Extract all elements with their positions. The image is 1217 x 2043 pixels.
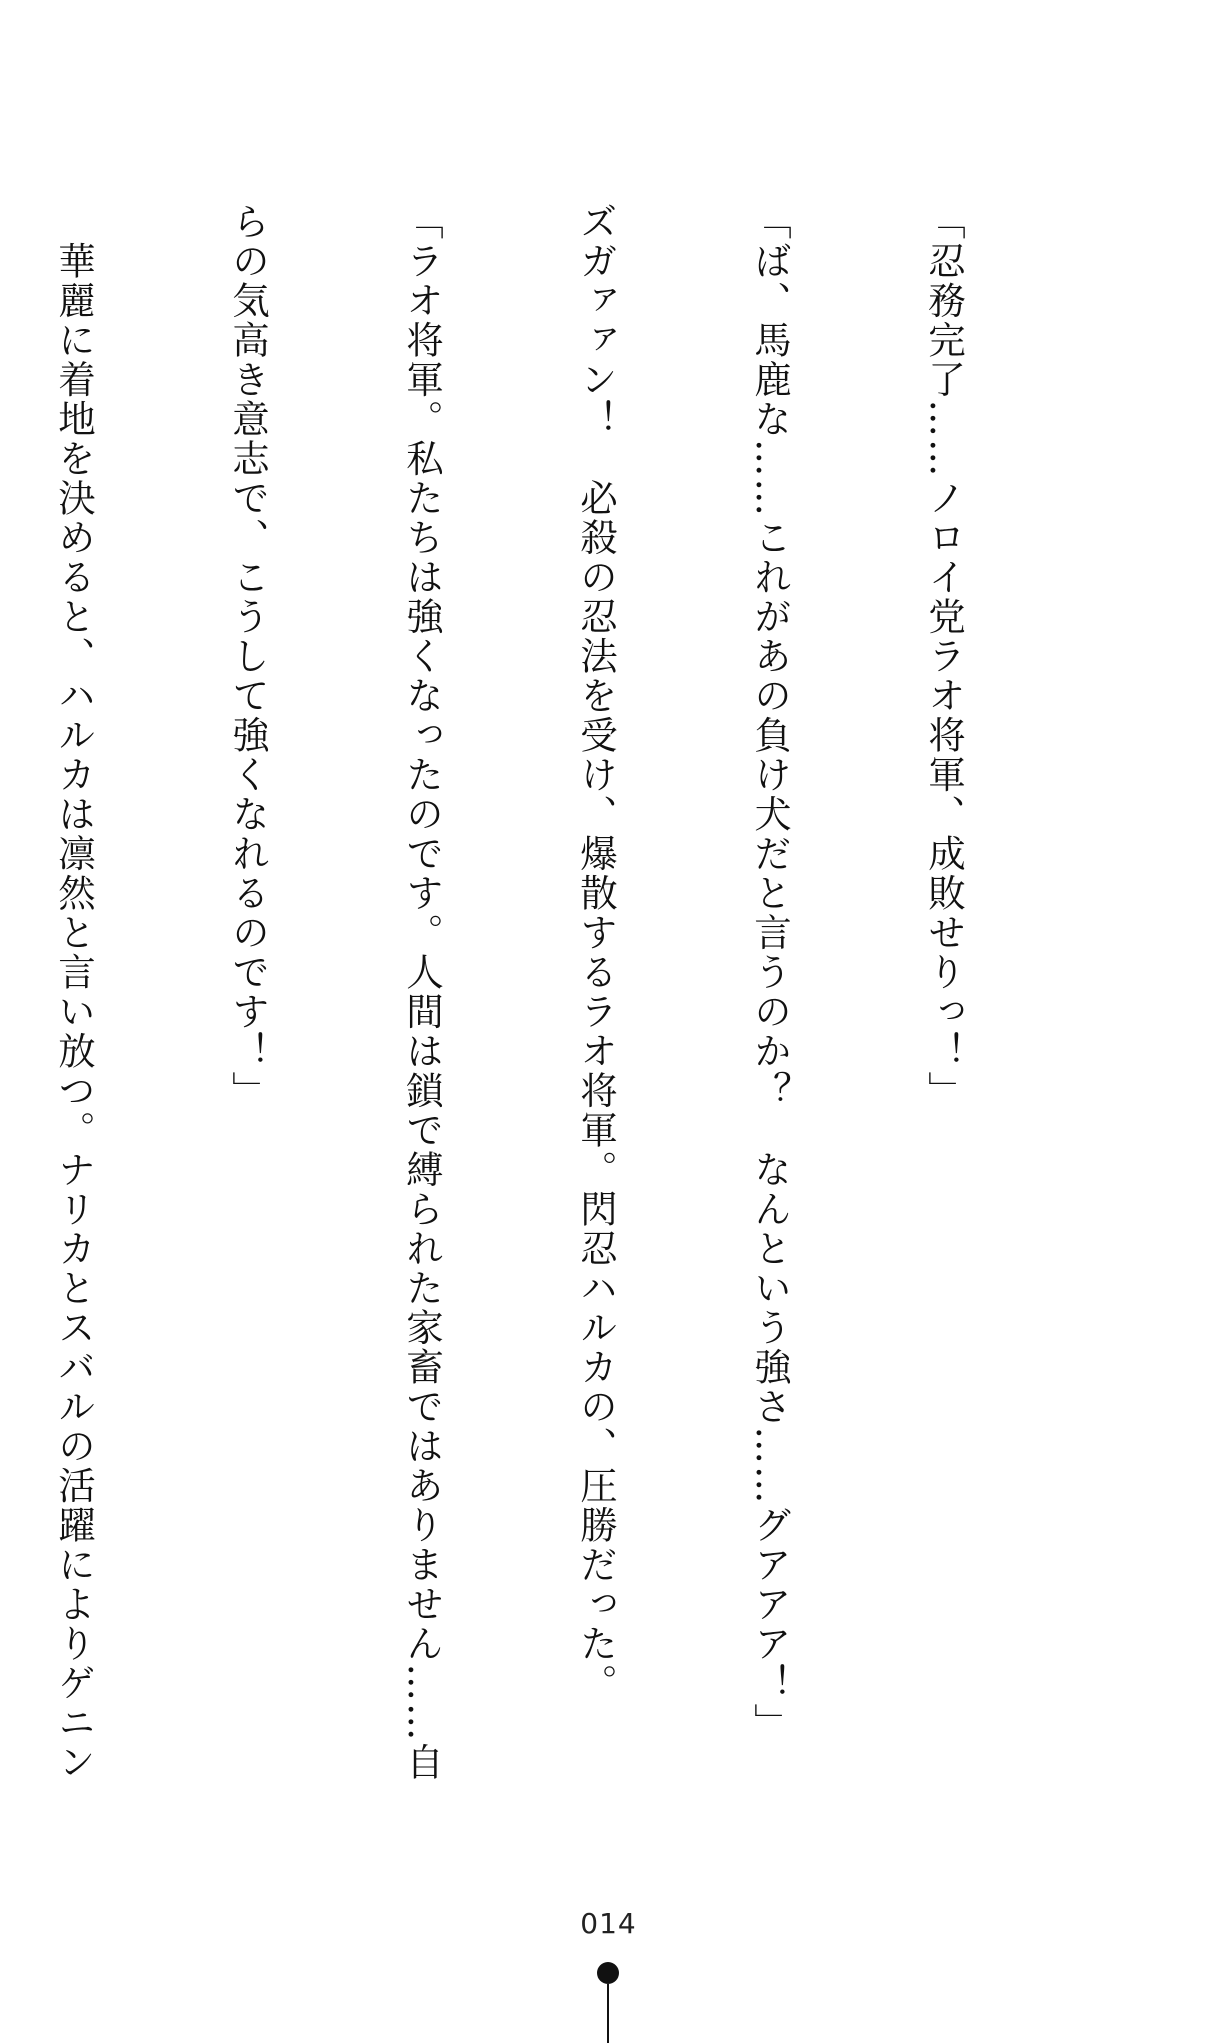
text-line: 華麗に着地を決めると、ハルカは凛然と言い放つ。ナリカとスバルの活躍によりゲニン: [52, 202, 96, 1782]
page-marker-dot: [597, 1962, 619, 1984]
text-line: らの気高き意志で、こうして強くなれるのです！」: [226, 202, 270, 1111]
page-number: 014: [580, 1907, 637, 1940]
page-marker-line: [607, 1984, 609, 2043]
text-line: 「ば、馬鹿な……これがあの負け犬だと言うのか？ なんという強さ……グアアア！」: [748, 202, 792, 1743]
vertical-text-body: [0, 202, 1089, 1802]
text-line: ズガァァン！ 必殺の忍法を受け、爆散するラオ将軍。閃忍ハルカの、圧勝だった。: [574, 202, 618, 1703]
text-line: 「ラオ将軍。私たちは強くなったのです。人間は鎖で縛られた家畜ではありません……自: [400, 202, 444, 1782]
text-line: 「忍務完了……ノロイ党ラオ将軍、成敗せりっ！」: [922, 202, 966, 1111]
